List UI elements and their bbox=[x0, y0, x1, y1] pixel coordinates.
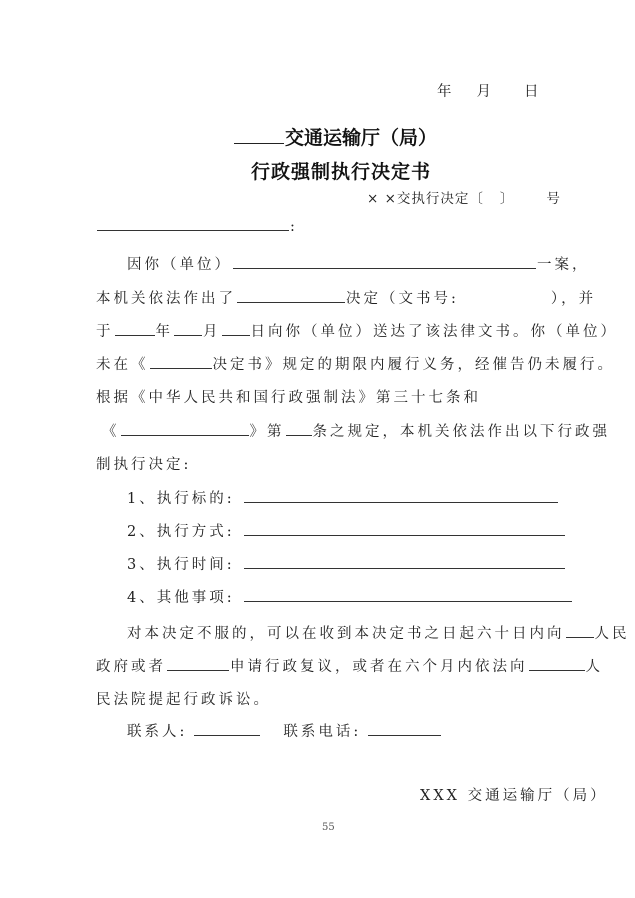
appeal-l1-start: 对本决定不服的，可以在收到本决定书之日起六十日内向 bbox=[127, 626, 565, 642]
addressee-blank[interactable] bbox=[97, 229, 289, 231]
document-title: 行政强制执行决定书 bbox=[251, 161, 432, 183]
appeal-line-2 bbox=[96, 655, 603, 676]
p6-rest: 条之规定，本机关依法作出以下行政强 bbox=[312, 424, 610, 440]
execution-time-blank[interactable] bbox=[244, 567, 565, 569]
addressee-colon: : bbox=[290, 219, 295, 235]
item-label: 1、执行标的: bbox=[127, 491, 235, 507]
appeal-l1-end: 人民 bbox=[594, 626, 630, 642]
agency-title bbox=[233, 123, 437, 150]
case-name-blank[interactable] bbox=[233, 267, 536, 269]
contact-person-label: 联系人: bbox=[127, 724, 188, 740]
article-number-blank[interactable] bbox=[286, 434, 312, 436]
appeal-l2-end: 人 bbox=[585, 659, 603, 675]
execution-method-blank[interactable] bbox=[244, 534, 565, 536]
execution-target-blank[interactable] bbox=[244, 501, 558, 503]
item-execution-target bbox=[127, 487, 559, 508]
page-number: 55 bbox=[322, 822, 335, 833]
document-number bbox=[367, 187, 561, 207]
service-month-blank[interactable] bbox=[174, 334, 202, 336]
p6-start: 《 bbox=[102, 424, 120, 440]
agency-title-text: 交通运输厅（局） bbox=[285, 127, 438, 149]
doc-number-mid: 〕 bbox=[499, 191, 515, 207]
law-name-blank[interactable] bbox=[121, 434, 249, 436]
body-line-7: 制执行决定: bbox=[96, 457, 192, 473]
p1-end: 一案， bbox=[537, 257, 590, 273]
contact-phone-blank[interactable] bbox=[368, 734, 441, 736]
appeal-line-1 bbox=[127, 622, 630, 643]
date-year: 年 bbox=[437, 84, 455, 100]
contact-phone-label: 联系电话: bbox=[283, 724, 362, 740]
signature-agency: XXX 交通运输厅（局） bbox=[420, 788, 608, 804]
appeal-l2-start: 政府或者 bbox=[96, 659, 166, 675]
p1-start: 因你（单位） bbox=[127, 257, 232, 273]
doc-number-prefix: × ×交执行决定〔 bbox=[367, 191, 484, 207]
date-line bbox=[437, 80, 542, 101]
body-line-1 bbox=[127, 253, 590, 274]
p6-mid: 》第 bbox=[249, 424, 285, 440]
body-line-4 bbox=[96, 353, 615, 374]
service-day-blank[interactable] bbox=[222, 334, 250, 336]
body-line-5: 根据《中华人民共和国行政强制法》第三十七条和 bbox=[96, 390, 481, 406]
appeal-line-3: 民法院提起行政诉讼。 bbox=[96, 692, 271, 708]
p3-start: 于 bbox=[96, 324, 114, 340]
p2-mid: 决定（文书号: bbox=[346, 291, 459, 307]
item-label: 2、执行方式: bbox=[127, 524, 235, 540]
p3-year: 年 bbox=[155, 324, 173, 340]
p2-start: 本机关依法作出了 bbox=[96, 291, 236, 307]
service-year-blank[interactable] bbox=[115, 334, 155, 336]
court-blank[interactable] bbox=[529, 669, 585, 671]
body-line-3 bbox=[96, 320, 618, 341]
p3-month: 月 bbox=[203, 324, 221, 340]
contact-person-blank[interactable] bbox=[194, 734, 260, 736]
date-day: 日 bbox=[524, 84, 542, 100]
p4-rest: 决定书》规定的期限内履行义务，经催告仍未履行。 bbox=[212, 357, 615, 373]
government-blank[interactable] bbox=[566, 636, 594, 638]
review-authority-blank[interactable] bbox=[167, 669, 229, 671]
item-execution-time bbox=[127, 553, 566, 574]
item-label: 4、其他事项: bbox=[127, 590, 235, 606]
agency-name-blank[interactable] bbox=[234, 142, 284, 144]
contact-line bbox=[127, 720, 442, 741]
item-execution-method bbox=[127, 520, 566, 541]
doc-number-suffix: 号 bbox=[546, 191, 561, 207]
other-matters-blank[interactable] bbox=[244, 600, 572, 602]
body-line-2 bbox=[96, 287, 596, 308]
item-other-matters bbox=[127, 586, 573, 607]
appeal-l2-mid: 申请行政复议，或者在六个月内依法向 bbox=[230, 659, 528, 675]
p3-rest: 日向你（单位）送达了该法律文书。你（单位） bbox=[250, 324, 618, 340]
addressee-line bbox=[96, 219, 295, 235]
body-line-6 bbox=[102, 420, 610, 441]
p2-end: ），并 bbox=[550, 291, 597, 307]
item-label: 3、执行时间: bbox=[127, 557, 235, 573]
date-month: 月 bbox=[476, 84, 494, 100]
decision-name-blank[interactable] bbox=[237, 301, 345, 303]
prior-decision-blank[interactable] bbox=[150, 367, 212, 369]
p4-start: 未在《 bbox=[96, 357, 149, 373]
